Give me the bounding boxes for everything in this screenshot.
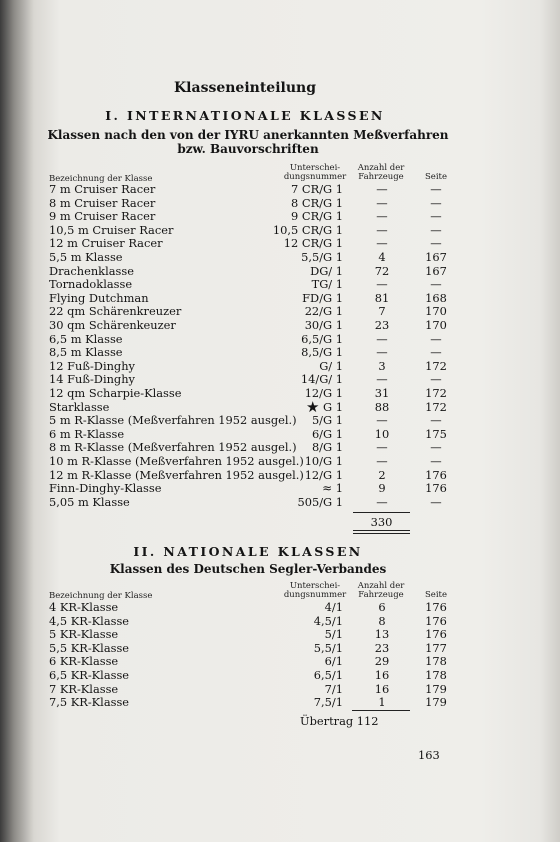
class-name: 22 qm Schärenkreuzer [49, 304, 182, 319]
vessel-count: 8 [378, 613, 386, 628]
class-number-text: G 1 [323, 399, 343, 414]
class-number-text: 22/G 1 [304, 304, 343, 319]
page-ref: 172 [425, 399, 447, 414]
class-number-text: 12/G 1 [304, 386, 343, 400]
class-name: 5 m R-Klasse (Meßverfahren 1952 ausgel.) [49, 413, 297, 428]
vessel-count: — [376, 182, 388, 196]
class-number-text: 1 [335, 481, 343, 496]
page-ref: 176 [425, 613, 447, 628]
table-row [0, 237, 560, 251]
class-name: Tornadoklasse [49, 277, 133, 292]
class-number [301, 373, 343, 387]
class-number [291, 210, 343, 224]
class-name: 10 m R-Klasse (Meßverfahren 1952 ausgel.) [49, 454, 304, 468]
vessel-count: — [376, 331, 388, 346]
page-ref: 167 [425, 263, 447, 278]
class-number-text: 8 CR/G 1 [291, 195, 343, 210]
page-ref: — [430, 195, 442, 210]
vessel-count: 10 [374, 426, 390, 441]
page-ref: 175 [425, 426, 447, 441]
vessel-count: 81 [374, 290, 390, 305]
class-name: 12 m R-Klasse (Meßverfahren 1952 ausgel.) [49, 467, 304, 482]
class-number [305, 305, 343, 319]
section2-col-num-line1: Unterschei- [289, 581, 341, 591]
table-row [0, 251, 560, 265]
class-number-text: 14/G/ 1 [300, 372, 343, 387]
table-row [0, 397, 560, 416]
class-number [301, 333, 343, 347]
class-number-text: 9 CR/G 1 [291, 209, 343, 224]
page-ref: — [430, 440, 442, 455]
vessel-count: 72 [374, 263, 390, 278]
table-row [0, 455, 560, 469]
class-number-text: 5,5/G 1 [301, 250, 343, 264]
table-row [0, 346, 560, 360]
page-ref: 172 [425, 386, 447, 400]
class-number-text: TG/ 1 [311, 277, 343, 292]
class-name: 5 KR-Klasse [49, 627, 119, 642]
class-number [273, 224, 343, 238]
class-number [325, 683, 343, 697]
page-ref: 168 [425, 290, 447, 305]
class-name: 30 qm Schärenkeuzer [49, 318, 176, 332]
table-row [0, 265, 560, 279]
total-rule-double-1 [353, 530, 410, 531]
section2-subheading: Klassen des Deutschen Segler-Verbandes [109, 562, 387, 576]
class-name: 4 KR-Klasse [49, 600, 119, 614]
class-name: 6,5 m Klasse [49, 331, 123, 346]
class-name: Drachenklasse [49, 263, 134, 278]
section2-col-count-line2: Fahrzeuge [358, 590, 404, 600]
page-ref: 176 [425, 627, 447, 642]
class-number [314, 615, 343, 629]
class-number [284, 237, 343, 251]
vessel-count: 31 [374, 386, 390, 400]
page-ref: 170 [425, 304, 447, 319]
page-title: Klasseneinteilung [174, 80, 316, 96]
vessel-count: — [376, 454, 388, 468]
class-name: 12 Fuß-Dinghy [49, 358, 135, 373]
total-rule-double-2 [353, 533, 410, 534]
section1-subheading-line1: Klassen nach den von der IYRU anerkannten Meßverfahren [47, 128, 449, 142]
page-ref: 170 [425, 318, 447, 332]
vessel-count: — [376, 345, 388, 360]
class-name: 7,5 KR-Klasse [49, 695, 130, 710]
class-number-text: 505/G 1 [297, 494, 343, 509]
vessel-count: — [376, 236, 388, 251]
page-number: 163 [418, 748, 440, 762]
page-ref: 177 [425, 640, 447, 655]
page-ref: — [430, 209, 442, 224]
vessel-count: — [376, 413, 388, 428]
class-name: 5,5 KR-Klasse [49, 640, 130, 655]
table-row [0, 496, 560, 510]
table-row [0, 414, 560, 428]
class-number [305, 469, 343, 483]
table-row [0, 628, 560, 642]
vessel-count: 6 [378, 600, 386, 614]
class-number-text: DG/ 1 [310, 263, 343, 278]
class-number-text: 8/G 1 [311, 440, 343, 455]
table-row [0, 292, 560, 306]
class-name: 6,5 KR-Klasse [49, 668, 130, 682]
page-ref: 176 [425, 600, 447, 614]
class-number-text: 10,5 CR/G 1 [272, 222, 343, 237]
vessel-count: — [376, 494, 388, 509]
vessel-count: 16 [374, 668, 390, 682]
class-name: 8,5 m Klasse [49, 345, 123, 360]
class-number-text: 6/G 1 [311, 426, 343, 441]
table-row [0, 183, 560, 197]
class-name: 5,5 m Klasse [49, 250, 123, 264]
class-name: 4,5 KR-Klasse [49, 613, 130, 628]
table-row [0, 669, 560, 683]
class-number-text: 30/G 1 [304, 318, 343, 332]
class-number-text: 4/1 [324, 600, 343, 614]
table-row [0, 319, 560, 333]
class-name: 5,05 m Klasse [49, 494, 130, 509]
class-number [319, 360, 343, 374]
class-number-text: 4,5/1 [313, 613, 343, 628]
section1-col-page: Seite [424, 172, 448, 182]
page-ref: 172 [425, 358, 447, 373]
section1-col-num-line1: Unterschei- [289, 163, 341, 173]
class-name: 12 qm Scharpie-Klasse [49, 386, 182, 400]
class-number-text: 6/1 [324, 654, 343, 669]
table-row [0, 210, 560, 224]
class-number-text: 7,5/1 [313, 695, 343, 710]
class-number-text: 5/G 1 [311, 413, 343, 428]
carryover-total: Übertrag 112 [300, 714, 379, 728]
class-name: 12 m Cruiser Racer [49, 236, 163, 251]
class-number [297, 496, 343, 510]
class-number [314, 642, 343, 656]
table-row [0, 683, 560, 697]
class-number [325, 628, 343, 642]
class-name: 7 m Cruiser Racer [49, 182, 156, 196]
class-number [305, 455, 343, 469]
page-ref: — [430, 454, 442, 468]
vessel-count: — [376, 277, 388, 292]
vessel-count: 29 [374, 654, 390, 669]
class-number [312, 428, 343, 442]
class-name: 8 m R-Klasse (Meßverfahren 1952 ausgel.) [49, 440, 297, 455]
vessel-count: 3 [378, 358, 386, 373]
table-row [0, 482, 560, 496]
class-number [325, 655, 343, 669]
class-number [325, 601, 343, 615]
table-row [0, 278, 560, 292]
vessel-count: 88 [374, 399, 390, 414]
class-name: 6 m R-Klasse [49, 426, 125, 441]
star-symbol: ★ [305, 397, 320, 416]
class-number-text: FD/G 1 [302, 290, 343, 305]
vessel-count: 7 [378, 304, 386, 319]
class-number [291, 197, 343, 211]
section2-col-count-line1: Anzahl der [357, 581, 405, 591]
table-row [0, 428, 560, 442]
vessel-count: — [376, 222, 388, 237]
page-ref: — [430, 182, 442, 196]
class-number [301, 346, 343, 360]
vessel-count: 13 [374, 627, 390, 642]
class-number [310, 265, 343, 279]
table-row [0, 601, 560, 615]
section2-col-page: Seite [424, 590, 448, 600]
vessel-count: — [376, 372, 388, 387]
table-row [0, 305, 560, 319]
class-number-text: 5/1 [324, 627, 343, 642]
table-row [0, 696, 560, 710]
page-ref: — [430, 494, 442, 509]
page-ref: — [430, 277, 442, 292]
page-ref: — [430, 413, 442, 428]
class-number [305, 397, 343, 416]
page-ref: 176 [425, 481, 447, 496]
page-ref: 178 [425, 654, 447, 669]
page-ref: — [430, 331, 442, 346]
class-name: 14 Fuß-Dinghy [49, 372, 135, 387]
vessel-count: 4 [378, 250, 386, 264]
class-name: 8 m Cruiser Racer [49, 195, 156, 210]
section1-col-num-line2: dungsnummer [283, 172, 347, 182]
class-number-text: 7/1 [324, 681, 343, 696]
table-row [0, 441, 560, 455]
page-ref: 179 [425, 695, 447, 710]
class-name: 7 KR-Klasse [49, 681, 119, 696]
section1-heading: I. INTERNATIONALE KLASSEN [105, 108, 385, 123]
class-name: Finn-Dinghy-Klasse [49, 481, 162, 496]
page-ref: 178 [425, 668, 447, 682]
class-number [301, 251, 343, 265]
table-row [0, 469, 560, 483]
class-name: Flying Dutchman [49, 290, 149, 305]
table-row [0, 197, 560, 211]
class-number [314, 696, 343, 710]
section2-col-name: Bezeichnung der Klasse [49, 591, 153, 601]
class-number-text: 5,5/1 [313, 640, 343, 655]
class-number [291, 183, 343, 197]
table-row [0, 333, 560, 347]
page-ref: — [430, 372, 442, 387]
table-row [0, 224, 560, 238]
section1-col-count-line1: Anzahl der [357, 163, 405, 173]
table-row [0, 373, 560, 387]
page-ref: — [430, 345, 442, 360]
class-number-text: 10/G 1 [304, 454, 343, 468]
class-number [302, 292, 343, 306]
table-row [0, 360, 560, 374]
class-number [312, 278, 343, 292]
class-name: 9 m Cruiser Racer [49, 209, 156, 224]
class-number-text: 12 CR/G 1 [283, 236, 343, 251]
section1-subheading-line2: bzw. Bauvorschriften [177, 142, 319, 156]
class-number-text: 8,5/G 1 [301, 345, 343, 360]
vessel-count: 9 [378, 481, 386, 496]
class-number-text: G/ 1 [319, 358, 343, 373]
section1-total: 330 [370, 515, 393, 529]
vessel-count: 16 [374, 681, 390, 696]
table-row [0, 387, 560, 401]
table-row [0, 655, 560, 669]
class-name: Starklasse [49, 399, 110, 414]
page-ref: 176 [425, 467, 447, 482]
class-number-text: 6,5/G 1 [301, 331, 343, 346]
class-number-text: 7 CR/G 1 [291, 182, 343, 196]
class-number [305, 319, 343, 333]
page-ref: — [430, 222, 442, 237]
class-name: 10,5 m Cruiser Racer [49, 222, 174, 237]
section2-col-num-line2: dungsnummer [283, 590, 347, 600]
page-ref: 167 [425, 250, 447, 264]
section1-col-name: Bezeichnung der Klasse [49, 174, 153, 184]
total-rule-top [353, 512, 410, 513]
class-number [314, 669, 343, 683]
vessel-count: — [376, 209, 388, 224]
class-number-text: 12/G 1 [304, 467, 343, 482]
carryover-rule [352, 710, 410, 711]
vessel-count: 1 [378, 695, 386, 710]
vessel-count: 2 [378, 467, 386, 482]
section2-heading: II. NATIONALE KLASSEN [133, 544, 363, 559]
approx-symbol: ≈ [322, 481, 333, 496]
vessel-count: — [376, 195, 388, 210]
page-ref: 179 [425, 681, 447, 696]
class-name: 6 KR-Klasse [49, 654, 119, 669]
class-number [312, 414, 343, 428]
page-ref: — [430, 236, 442, 251]
class-number-text: 6,5/1 [313, 668, 343, 682]
vessel-count: 23 [374, 640, 390, 655]
table-row [0, 615, 560, 629]
table-row [0, 642, 560, 656]
class-number [312, 441, 343, 455]
section1-col-count-line2: Fahrzeuge [358, 172, 404, 182]
vessel-count: 23 [374, 318, 390, 332]
class-number [322, 482, 343, 496]
vessel-count: — [376, 440, 388, 455]
